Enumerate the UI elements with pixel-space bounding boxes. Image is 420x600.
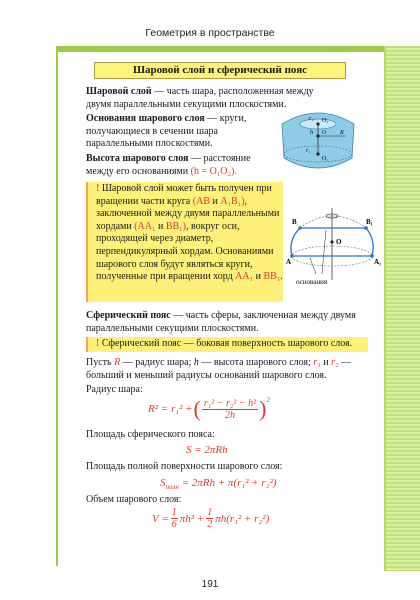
note1-bb1b: BB₁ — [263, 271, 281, 283]
note1-text-b: , заключенной между двумя параллельными хордами — [96, 195, 280, 232]
label-h: h — [310, 130, 313, 136]
notation-statement — [86, 357, 372, 382]
note-belt — [86, 337, 368, 352]
let-r1: r₁ — [313, 357, 321, 368]
label-r2: r₂ — [309, 116, 314, 122]
point-b1 — [364, 226, 368, 230]
definition-belt — [86, 310, 366, 335]
radius-lhs: R² = r₁² + — [148, 403, 193, 415]
belt-text: — часть сферы, заключенная между двумя параллельными секущими плоскостями. — [86, 310, 356, 334]
let-e: — больший и меньший радиусы оснований шарового слоя. — [86, 357, 351, 381]
note2-mark: ! — [96, 338, 102, 349]
label-a1: A₁ — [374, 258, 382, 266]
label-o: O — [336, 238, 342, 246]
volume-lhs: V = — [152, 512, 169, 525]
header-stripe — [56, 46, 386, 52]
full-sub: полн — [165, 483, 179, 492]
definition-bases — [86, 113, 258, 151]
margin-line — [56, 46, 58, 566]
definition-height — [86, 153, 266, 178]
layer-text: — часть шара, расположенная между двумя параллельными секущими плоскостями. — [86, 86, 314, 110]
note1-aa1: (AA₁ — [134, 220, 156, 232]
pointer-1 — [310, 258, 316, 274]
term-layer: Шаровой слой — [86, 86, 152, 97]
note1-a1b1: A₁B₁) — [220, 195, 245, 207]
note1-aa1b: AA₁ — [235, 271, 254, 283]
full-area-formula — [160, 477, 277, 491]
frac1-num: 1 — [171, 507, 177, 518]
belt-area-formula: S = 2πRh — [186, 444, 228, 456]
let-h: h — [193, 357, 199, 368]
full-rhs: = 2πRh + π(r₁² + r₂²) — [178, 477, 277, 489]
let-r2: r₂ — [331, 357, 339, 368]
term-bases: Основания шарового слоя — [86, 113, 205, 124]
radius-numerator: r₁² − r₂² − h² — [203, 397, 257, 409]
note-mark: ! — [96, 183, 102, 194]
note1-and3: и — [253, 271, 264, 283]
label-b1: B₁ — [366, 218, 373, 226]
height-text: — расстояние между его основаниями — [86, 153, 251, 177]
side-texture — [384, 46, 420, 571]
frac2-den: 2 — [207, 519, 213, 530]
let-d: и — [320, 357, 332, 368]
volume-formula — [152, 507, 269, 530]
page-number: 191 — [201, 579, 219, 590]
label-o: O — [322, 130, 327, 136]
radius-fraction — [202, 398, 258, 421]
note2-text: Сферический пояс — боковая поверхность шарового слоя. — [101, 338, 353, 349]
note-rotation — [86, 182, 283, 302]
frac1-den: 6 — [171, 519, 177, 530]
point-o2 — [316, 122, 319, 125]
radius-formula — [148, 396, 270, 422]
let-r: R — [114, 357, 121, 368]
note1-text-a: Шаровой слой может быть получен при вращении части круга — [96, 183, 272, 207]
full-lhs: S — [160, 477, 166, 489]
page-header-title: Геометрия в пространстве — [145, 27, 275, 39]
radius-exponent: 2 — [266, 396, 270, 404]
note1-and1: и — [209, 195, 221, 207]
volume-mid: πh³ + — [179, 512, 205, 525]
note1-end: . — [280, 271, 283, 283]
bases-text: — круги, получающиеся в сечении шара параллельными плоскостями. — [86, 113, 247, 150]
let-c: — высота шарового слоя; — [198, 357, 314, 368]
term-belt: Сферический пояс — [86, 310, 171, 321]
term-height: Высота шарового слоя — [86, 153, 189, 164]
label-o1: O₁ — [322, 156, 329, 162]
let-b: — радиус шара; — [120, 357, 194, 368]
pointer-2 — [322, 230, 326, 274]
arc-a1b1 — [366, 228, 373, 256]
full-area-label: Площадь полной поверхности шарового слоя: — [86, 461, 283, 472]
label-r: R — [340, 130, 344, 136]
label-r1: r₁ — [306, 148, 311, 154]
paren-open: ( — [193, 396, 201, 421]
spherical-layer-figure — [276, 108, 360, 174]
radius-denominator: 2h — [224, 409, 235, 421]
note1-text-c: , вокруг оси, проходящей через диаметр, перпендикулярный хордам. Основаниями шарового слоя будут являться круги, полученные при вращении хорд — [96, 220, 274, 283]
paren-close: ) — [259, 396, 267, 421]
belt-area-label: Площадь сферического пояса: — [86, 429, 215, 440]
point-b — [298, 226, 302, 230]
point-o — [316, 134, 319, 137]
figure-caption: основания — [296, 278, 328, 286]
label-o2: O₂ — [322, 118, 329, 124]
note1-ab: (AB — [192, 195, 210, 207]
frac2-num: 1 — [207, 507, 213, 518]
label-a: A — [286, 258, 292, 266]
label-b: B — [292, 218, 297, 226]
radius-label: Радиус шара: — [86, 384, 143, 395]
volume-frac2 — [206, 507, 213, 530]
section-banner: Шаровой слой и сферический пояс — [94, 62, 346, 79]
volume-frac1 — [171, 507, 178, 530]
volume-label: Объем шарового слоя: — [86, 494, 182, 505]
let-a: Пусть — [86, 357, 115, 368]
note1-and2: и — [155, 220, 166, 232]
height-formula: (h = O₁O₂). — [190, 165, 237, 177]
volume-end: πh(r₁² + r₂²) — [215, 512, 270, 525]
note1-bb1: BB₁) — [165, 220, 186, 232]
point-o1 — [316, 152, 319, 155]
center-o — [330, 240, 333, 243]
rotation-figure — [286, 200, 386, 290]
